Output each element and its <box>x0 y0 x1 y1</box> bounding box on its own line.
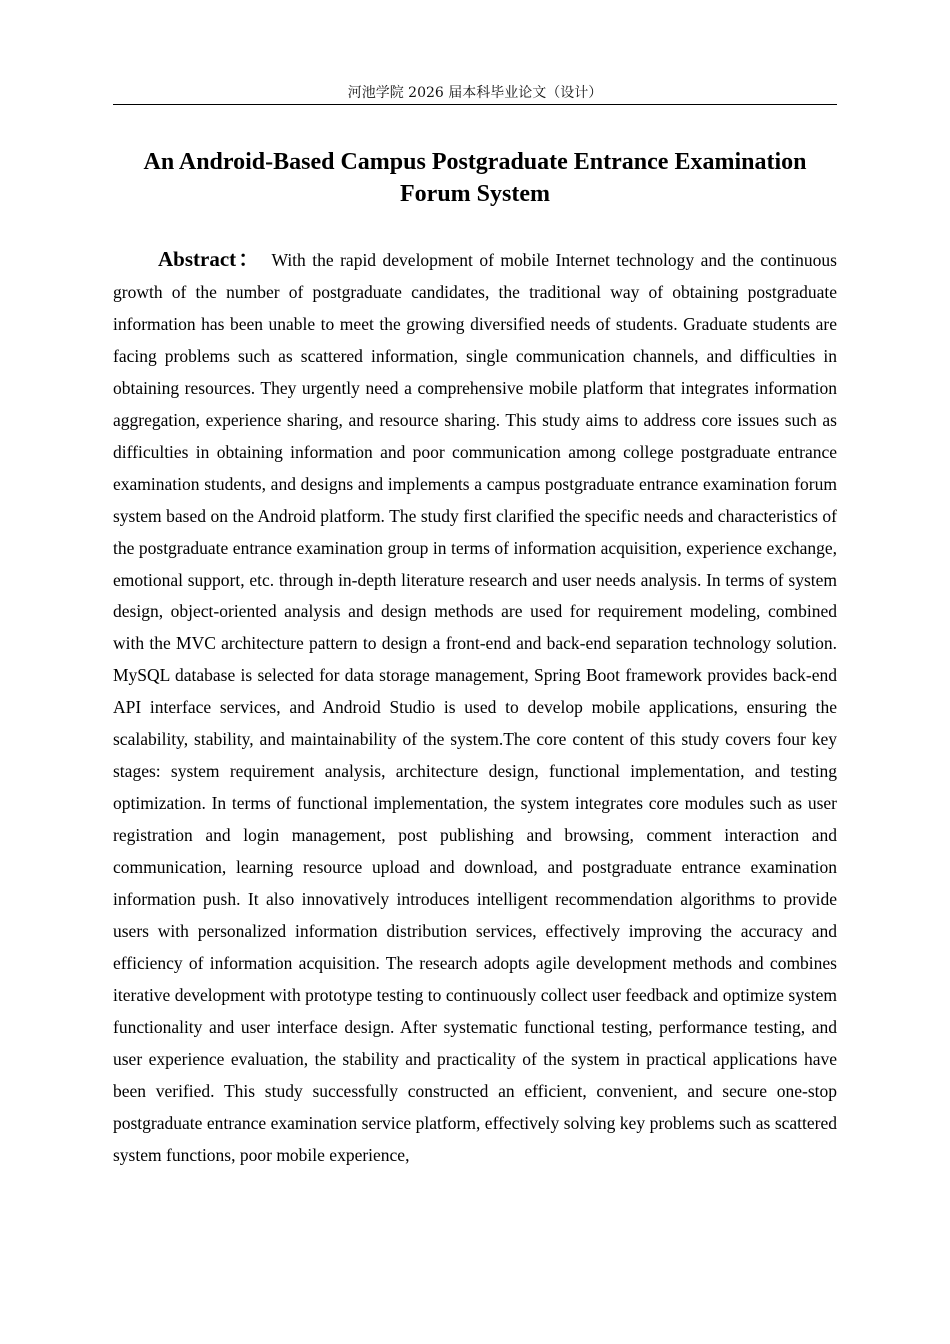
page-title: An Android-Based Campus Postgraduate Entrance Examination Forum System <box>143 149 807 207</box>
abstract-colon: ： <box>236 247 262 271</box>
header-rule <box>113 104 837 105</box>
abstract-text: With the rapid development of mobile Internet technology and the continuous growth of the number of postgraduate candidates, the traditional way of obtaining postgraduate information has been unable to meet the growing diversified needs of students. Graduate students are facing problems such as scattered information, single communication channels, and difficulties in obtaining resources. They urgently need a comprehensive mobile platform that integrates information aggregation, experience sharing, and resource sharing. This study aims to address core issues such as difficulties in obtaining information and poor communication among college postgraduate entrance examination students, and designs and implements a campus postgraduate entrance examination forum system based on the Android platform. The study first clarified the specific needs and characteristics of the postgraduate entrance examination group in terms of information acquisition, experience exchange, emotional support, etc. through in-depth literature research and user needs analysis. In terms of system design, object-oriented analysis and design methods are used for requirement modeling, combined with the MVC architecture pattern to design a front-end and back-end separation technology solution. MySQL database is selected for data storage management, Spring Boot framework provides back-end API interface services, and Android Studio is used to develop mobile applications, ensuring the scalability, stability, and maintainability of the system.The core content of this study covers four key stages: system requirement analysis, architecture design, functional implementation, and testing optimization. In terms of functional implementation, the system integrates core modules such as user registration and login management, post publishing and browsing, comment interaction and communication, learning resource upload and download, and postgraduate entrance examination information push. It also innovatively introduces intelligent recommendation algorithms to provide users with personalized information distribution services, effectively improving the accuracy and efficiency of information acquisition. The research adopts agile development methods and combines iterative development with prototype testing to continuously collect user feedback and optimize system functionality and user interface design. After systematic functional testing, performance testing, and user experience evaluation, the stability and practicality of the system in practical applications have been verified. This study successfully constructed an efficient, convenient, and secure one-stop postgraduate entrance examination service platform, effectively solving key problems such as scattered system functions, poor mobile experience, <box>113 250 837 1165</box>
abstract-paragraph <box>113 244 837 1172</box>
abstract-label: Abstract <box>158 247 237 271</box>
running-header: 河池学院 2026 届本科毕业论文（设计） <box>347 85 603 101</box>
